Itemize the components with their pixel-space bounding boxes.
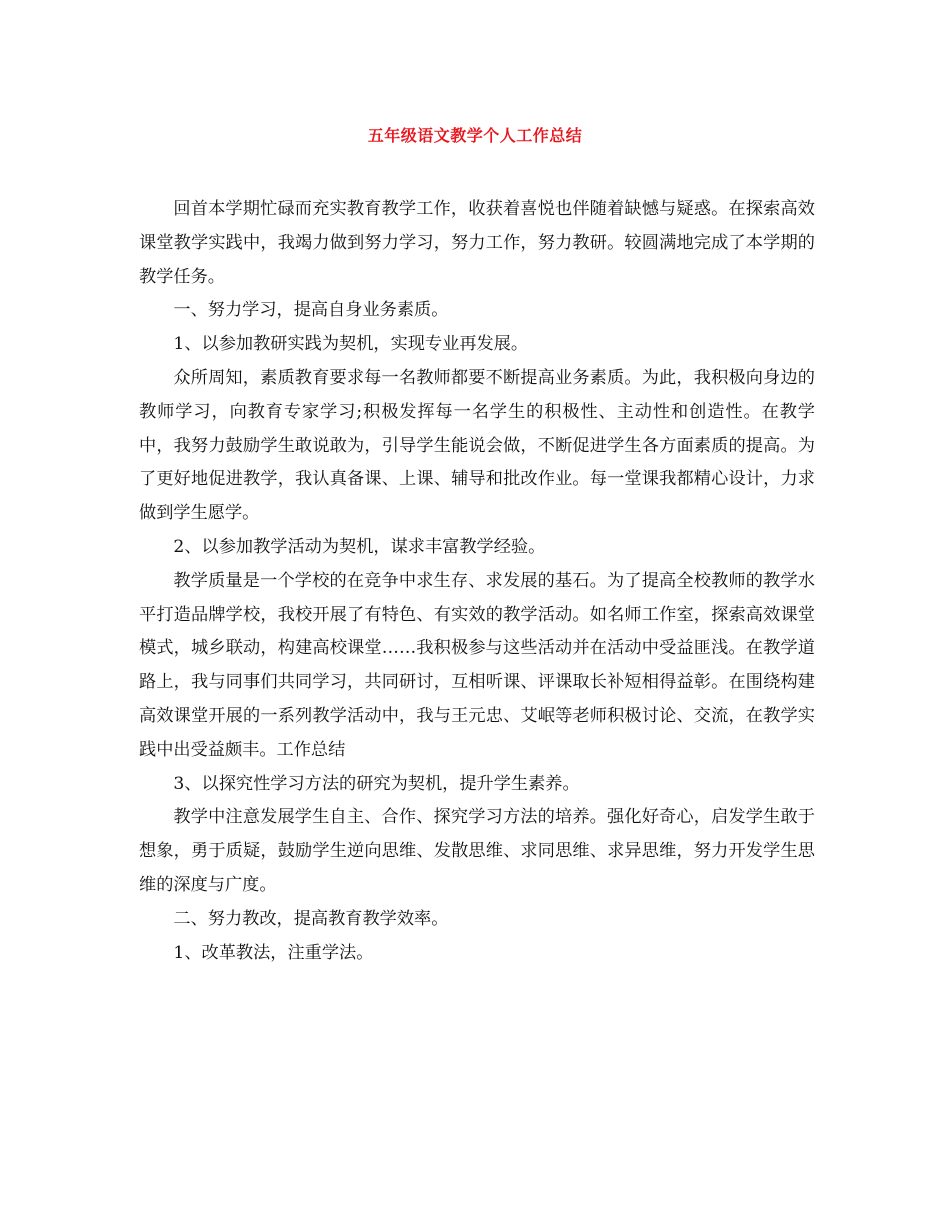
body-paragraph: 教学中注意发展学生自主、合作、探究学习方法的培养。强化好奇心，启发学生敢于想象，勇于质疑，鼓励学生逆向思维、发散思维、求同思维、求异思维，努力开发学生思维的深度与广度。 — [139, 807, 815, 895]
intro-paragraph: 回首本学期忙碌而充实教育教学工作，收获着喜悦也伴随着缺憾与疑惑。在探索高效课堂教学实践中，我竭力做到努力学习，努力工作，努力教研。较圆满地完成了本学期的教学任务。 — [139, 199, 815, 287]
document-title: 五年级语文教学个人工作总结 — [367, 126, 583, 145]
subheading-1-2: 2、以参加教学活动为契机，谋求丰富教学经验。 — [173, 536, 546, 557]
subheading-1-3: 3、以探究性学习方法的研究为契机，提升学生素养。 — [173, 773, 580, 794]
section-heading-1: 一、努力学习，提高自身业务素质。 — [173, 300, 449, 321]
body-paragraph: 众所周知，素质教育要求每一名教师都要不断提高业务素质。为此，我积极向身边的教师学习，向教育专家学习;积极发挥每一名学生的积极性、主动性和创造性。在教学中，我努力鼓励学生敢说敢为，引导学生能说会做，不断促进学生各方面素质的提高。为了更好地促进教学，我认真备课、上课、辅导和批改作业。每一堂课我都精心设计，力求做到学生愿学。 — [139, 367, 815, 524]
body-paragraph: 教学质量是一个学校的在竞争中求生存、求发展的基石。为了提高全校教师的教学水平打造品牌学校，我校开展了有特色、有实效的教学活动。如名师工作室，探索高效课堂模式，城乡联动，构建高校课堂……我积极参与这些活动并在活动中受益匪浅。在教学道路上，我与同事们共同学习，共同研讨，互相听课、评课取长补短相得益彰。在围绕构建高效课堂开展的一系列教学活动中，我与王元忠、艾岷等老师积极讨论、交流，在教学实践中出受益颇丰。工作总结 — [139, 570, 815, 760]
subheading-1-1: 1、以参加教研实践为契机，实现专业再发展。 — [173, 334, 529, 355]
section-heading-2: 二、努力教改，提高教育教学效率。 — [173, 908, 449, 929]
subheading-2-1: 1、改革教法，注重学法。 — [173, 942, 374, 963]
document-body — [139, 193, 815, 970]
